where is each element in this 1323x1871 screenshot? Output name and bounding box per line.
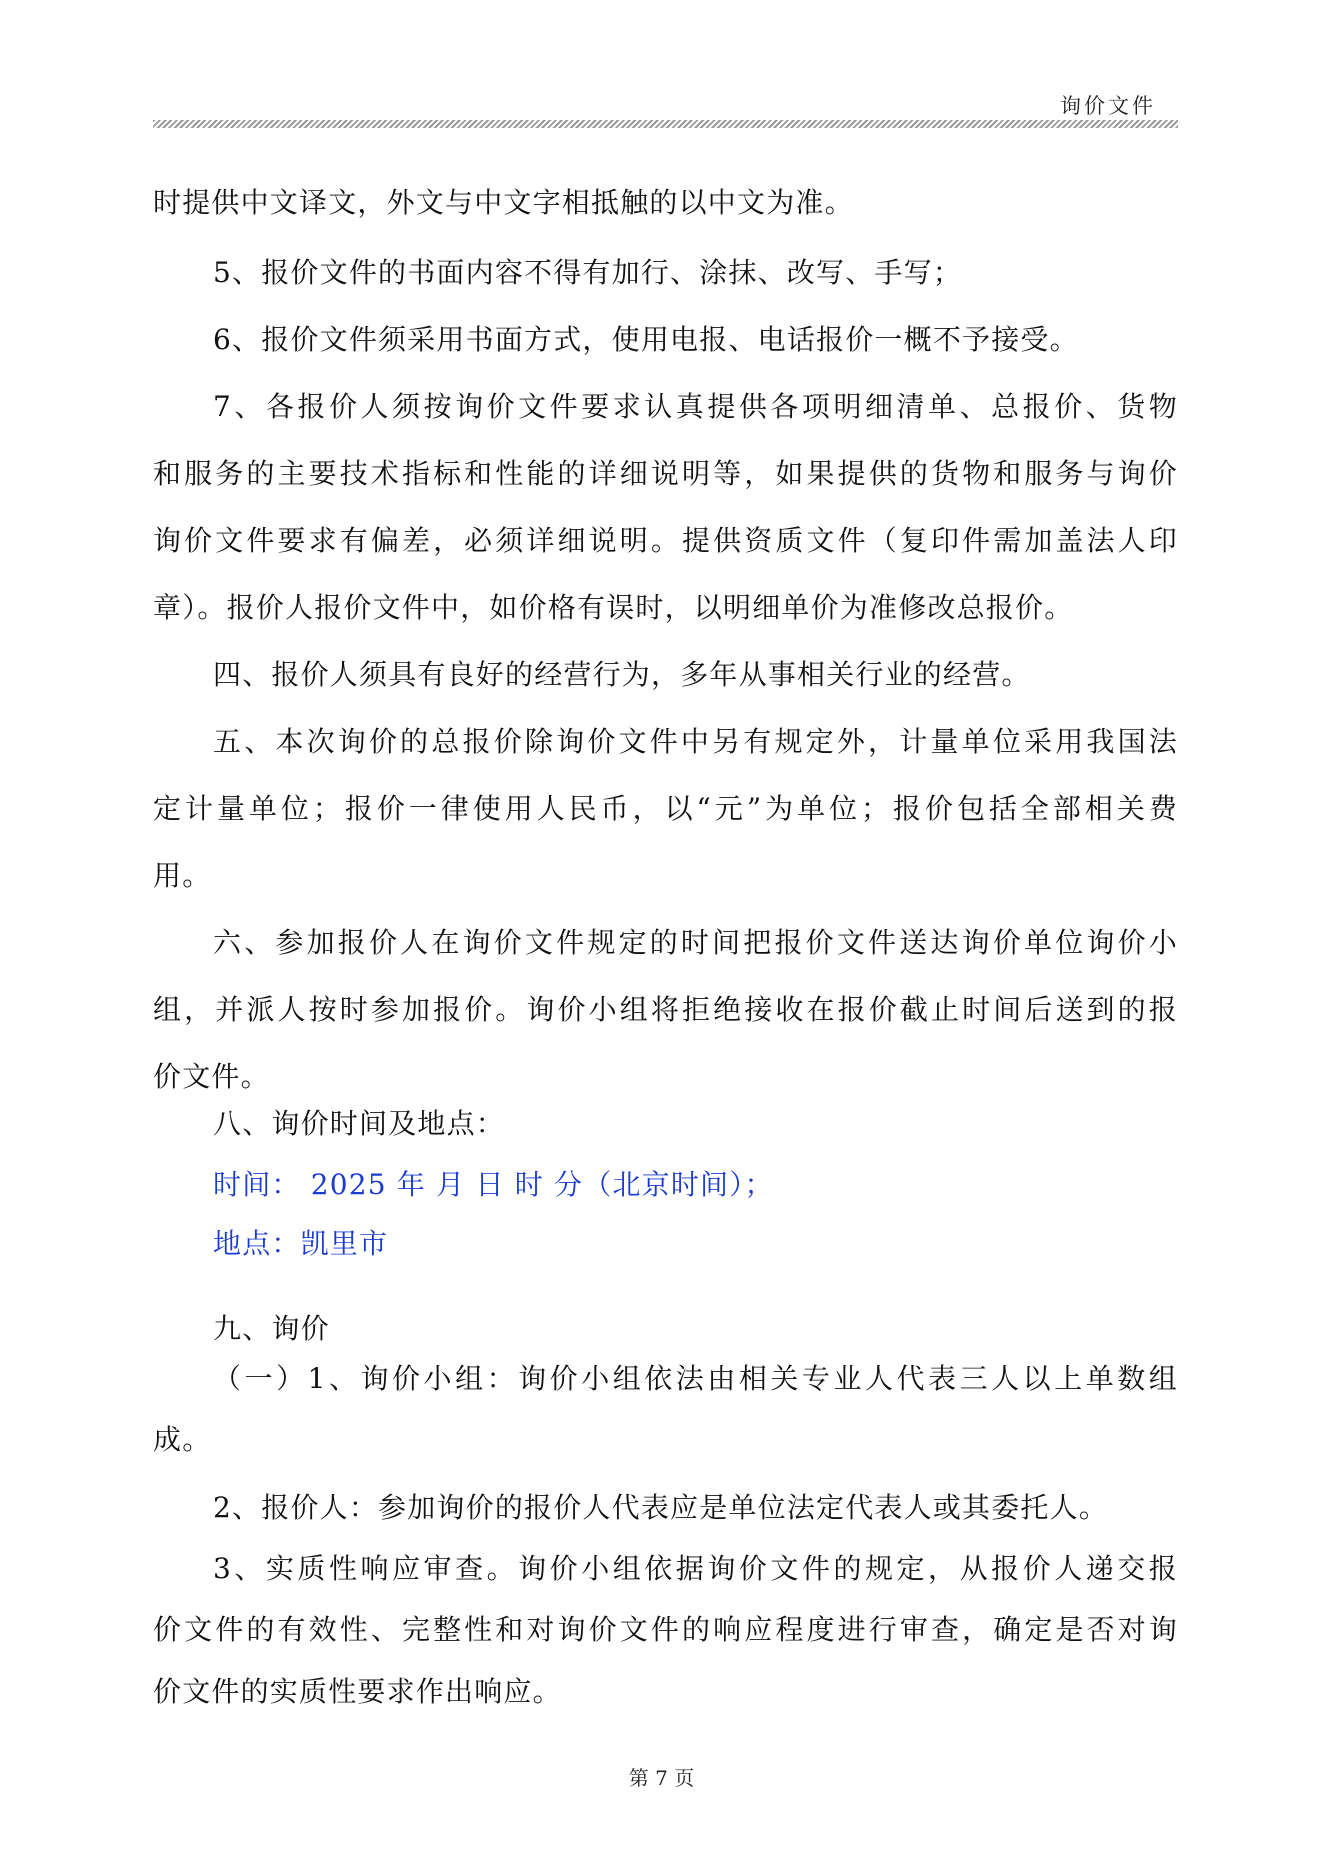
- body-line: 7、各报价人须按询价文件要求认真提供各项明细清单、总报价、货物: [213, 390, 1178, 423]
- body-line: （一）1、询价小组：询价小组依法由相关专业人代表三人以上单数组: [213, 1362, 1178, 1395]
- body-line: 价文件。: [153, 1060, 270, 1093]
- body-line: 6、报价文件须采用书面方式，使用电报、电话报价一概不予接受。: [213, 323, 1079, 356]
- body-line: 八、询价时间及地点：: [213, 1107, 506, 1140]
- body-line: 3、实质性响应审查。询价小组依据询价文件的规定，从报价人递交报: [213, 1552, 1178, 1585]
- body-line: 六、参加报价人在询价文件规定的时间把报价文件送达询价单位询价小: [213, 926, 1178, 959]
- body-line: 章）。报价人报价文件中，如价格有误时，以明细单价为准修改总报价。: [153, 591, 1074, 624]
- body-line: 组，并派人按时参加报价。询价小组将拒绝接收在报价截止时间后送到的报: [153, 993, 1178, 1026]
- body-line: 价文件的有效性、完整性和对询价文件的响应程度进行审查，确定是否对询: [153, 1613, 1178, 1646]
- body-line: 价文件的实质性要求作出响应。: [153, 1675, 562, 1708]
- body-line: 2、报价人：参加询价的报价人代表应是单位法定代表人或其委托人。: [213, 1491, 1109, 1524]
- body-line: 定计量单位；报价一律使用人民币，以“元”为单位；报价包括全部相关费: [153, 792, 1178, 825]
- header-rule: [153, 120, 1178, 128]
- page-number: 第 7 页: [628, 1766, 695, 1790]
- body-line: 用。: [153, 859, 212, 892]
- body-line: 四、报价人须具有良好的经营行为，多年从事相关行业的经营。: [213, 658, 1031, 691]
- body-line: 询价文件要求有偏差，必须详细说明。提供资质文件（复印件需加盖法人印: [153, 524, 1178, 557]
- body-line: 五、本次询价的总报价除询价文件中另有规定外，计量单位采用我国法: [213, 725, 1178, 758]
- body-line: 和服务的主要技术指标和性能的详细说明等，如果提供的货物和服务与询价: [153, 457, 1178, 490]
- inquiry-time-line: 时间： 2025 年 月 日 时 分（北京时间）；: [213, 1168, 774, 1201]
- header-title: 询价文件: [1060, 94, 1156, 118]
- body-line: 成。: [153, 1423, 212, 1456]
- body-line: 时提供中文译文，外文与中文字相抵触的以中文为准。: [153, 186, 854, 219]
- inquiry-location-line: 地点：凯里市: [213, 1227, 389, 1260]
- body-line: 5、报价文件的书面内容不得有加行、涂抹、改写、手写；: [213, 256, 963, 289]
- body-line: 九、询价: [213, 1312, 330, 1345]
